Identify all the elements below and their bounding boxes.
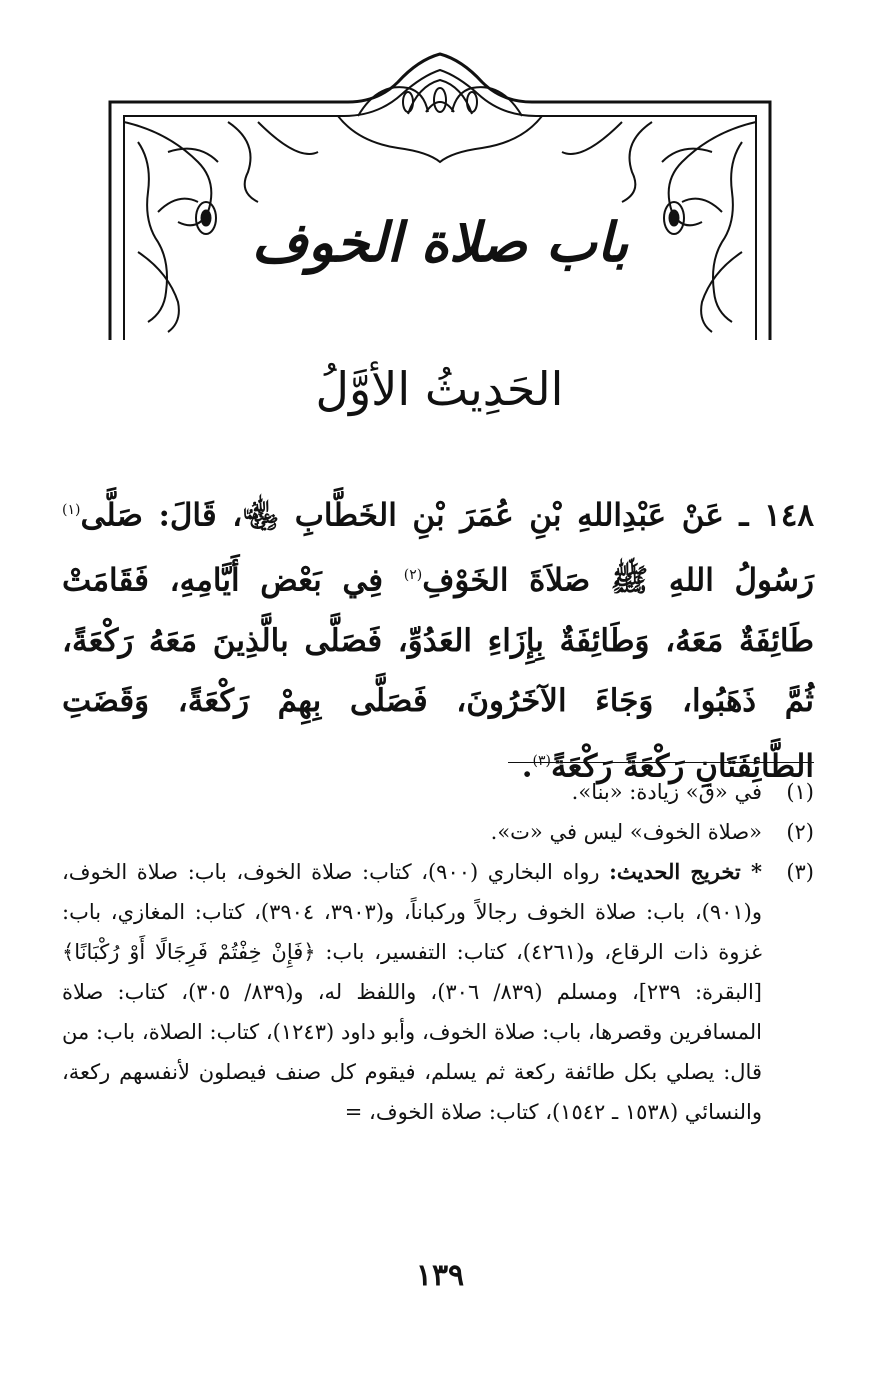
footnote-2 [62, 812, 814, 852]
footnote-number: (٣) [786, 860, 814, 884]
page-number: ١٣٩ [415, 1258, 465, 1293]
hadith-text-part-2: رَسُولُ اللهِ ﷺ صَلاَةَ الخَوْفِ [422, 562, 814, 599]
footnote-ref-3[interactable]: (٣) [532, 752, 551, 769]
footnote-divider [508, 762, 814, 763]
footnote-number: (١) [786, 780, 814, 804]
hadith-text-part-1: ـ عَنْ عَبْدِاللهِ بْنِ عُمَرَ بْنِ الخَطَّابِ ﵄، قَالَ: صَلَّى [80, 497, 749, 534]
footnote-text: في «ق» زيادة: «بنا». [571, 780, 762, 804]
footnote-lead: * تخريج الحديث: [609, 859, 762, 884]
footnote-number: (٢) [786, 820, 814, 844]
footnote-body: رواه البخاري (٩٠٠)، كتاب: صلاة الخوف، باب: صلاة الخوف، و(٩٠١)، باب: صلاة الخوف رجالاً وركباناً، و(٣٩٠٣، ٣٩٠٤)، كتاب: المغازي، باب: غزوة ذات الرقاع، و(٤٢٦١)، كتاب: التفسير، باب: ﴿فَإِنْ خِفْتُمْ فَرِجَالًا أَوْ رُكْبَانًا﴾[البقرة: ٢٣٩]، ومسلم (٨٣٩/ ٣٠٦)، واللفظ له، و(٨٣٩/ ٣٠٥)، كتاب: صلاة المسافرين وقصرها، باب: صلاة الخوف، وأبو داود (١٢٤٣)، كتاب: الصلاة، باب: من قال: يصلي بكل طائفة ركعة ثم يسلم، فيقوم كل صنف فيصلون لأنفسهم ركعة، والنسائي (١٥٣٨ ـ ١٥٤٢)، كتاب: صلاة الخوف، = [62, 860, 763, 1124]
hadith-end-mark: . [521, 747, 533, 784]
hadith-body [62, 480, 814, 796]
ornamental-frame [108, 52, 772, 342]
footnotes [62, 772, 814, 1132]
footnote-ref-2[interactable]: (٢) [403, 567, 423, 584]
footnote-text [62, 852, 762, 1132]
ornament-graphic [108, 52, 772, 342]
chapter-title: باب صلاة الخوف [251, 210, 629, 274]
footnote-1 [62, 772, 814, 812]
footnote-ref-1[interactable]: (١) [62, 502, 81, 518]
hadith-title: الحَدِيثُ الأوَّلُ [315, 362, 564, 416]
footnote-3 [62, 852, 814, 1132]
footnote-text: «صلاة الخوف» ليس في «ت». [490, 820, 762, 844]
hadith-number: ١٤٨ [764, 497, 815, 534]
hadith-text-part-3: فِي بَعْض أَيَّامِهِ، فَقَامَتْ طَائِفَةٌ مَعَهُ، وَطَائِفَةٌ بِإِزَاءِ العَدُوِّ، فَصَلَّى بالَّذِينَ مَعَهُ رَكْعَةً، ثُمَّ ذَهَبُوا، وَجَاءَ الآخَرُونَ، فَصَلَّى بِهِمْ رَكْعَةً، وَقَضَتِ الطَّائِفَتَانِ رَكْعَةً رَكْعَةً [62, 562, 814, 784]
